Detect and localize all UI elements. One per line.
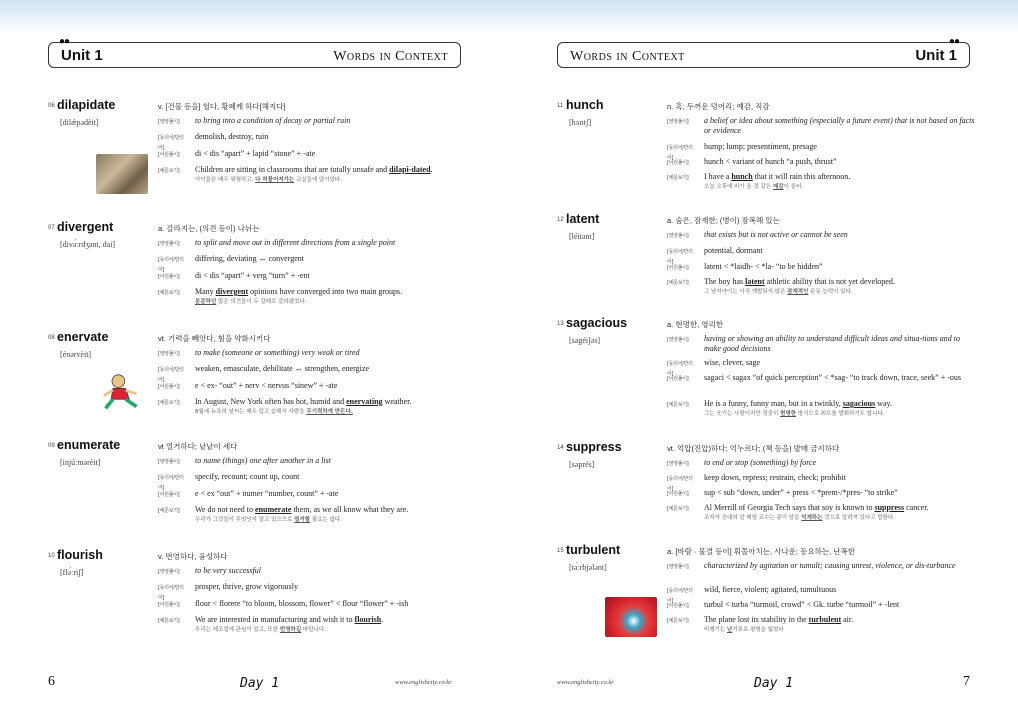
synonyms: hump; lump; presentiment, presage xyxy=(704,142,817,151)
entry-number: 13 xyxy=(557,321,564,327)
pronunciation: [flə́ːriʃ] xyxy=(60,568,84,577)
entry-number: 12 xyxy=(557,217,564,223)
example-label: [예문보기] xyxy=(667,175,689,181)
definition-label: [영영풀이] xyxy=(158,241,180,247)
etymology: sup < sub “down, under” + press < *prem-/*pres- “to strike” xyxy=(704,488,898,497)
etymology: di < dis “apart” + lapid “stone” + -ate xyxy=(195,149,316,158)
entry-number: 06 xyxy=(48,103,55,109)
entry-number: 14 xyxy=(557,445,564,451)
headword: divergent xyxy=(57,220,114,234)
example-translation: 비행기는 난기류로 평형을 잃었다 xyxy=(704,627,784,633)
example: He is a funny, funny man, but in a twinkly, sagacious way. 그는 웃기는 사람이지만 정중히 현명한 방식으로 위트를 발휘하기도 합니다. xyxy=(704,399,977,418)
definition-label: [영영풀이] xyxy=(667,119,689,125)
entry-enervate xyxy=(48,330,468,415)
part-of-speech-meaning: a. 현명한, 영리한 xyxy=(667,320,723,329)
etymology-label: [어원풀이] xyxy=(667,160,689,166)
synonyms: potential, dormant xyxy=(704,246,763,255)
definition: that exists but is not active or cannot be seen xyxy=(704,230,848,239)
day-label: Day 1 xyxy=(754,676,794,691)
pronunciation: [hʌntʃ] xyxy=(569,118,592,127)
entry-latent xyxy=(557,212,977,295)
page-number: 6 xyxy=(48,674,55,689)
synonyms-label: [동의어/반의어] xyxy=(158,257,184,273)
pronunciation: [énərvèit] xyxy=(60,350,92,359)
example-label: [예문보기] xyxy=(158,168,180,174)
synonyms: wild, fierce, violent; agitated, tumultuous xyxy=(704,585,837,594)
definition: having or showing an ability to understand difficult ideas and situa-tions and to make good decisions xyxy=(704,334,960,353)
definition: to make (someone or something) very weak or tired xyxy=(195,348,360,357)
section-title: Words in Context xyxy=(570,49,685,64)
synonyms-label: [동의어/반의어] xyxy=(667,249,693,265)
left-page-header xyxy=(48,36,461,68)
pronunciation: [səgéiʃəs] xyxy=(569,336,601,345)
part-of-speech-meaning: a. [바람 · 물결 등이] 휘몰아치는, 사나운; 동요하는, 난폭한 xyxy=(667,547,855,556)
entry-divergent xyxy=(48,220,468,305)
synonyms: weaken, emasculate, debilitate ↔ strengthen, energize xyxy=(195,364,369,373)
storm-swirl-image xyxy=(605,597,657,637)
top-band xyxy=(509,0,1018,34)
etymology-label: [어원풀이] xyxy=(158,274,180,280)
right-page xyxy=(509,0,1018,720)
pronunciation: [tə́ːrbjələnt] xyxy=(569,563,607,572)
definition-label: [영영풀이] xyxy=(667,233,689,239)
synonyms-label: [동의어/반의어] xyxy=(158,135,184,151)
synonyms-label: [동의어/반의어] xyxy=(667,361,693,377)
header-dots-icon: ●● xyxy=(59,36,70,47)
headword: suppress xyxy=(566,440,622,454)
entry-number: 07 xyxy=(48,225,55,231)
example-translation: 그는 웃기는 사람이지만 정중히 현명한 방식으로 위트를 발휘하기도 합니다. xyxy=(704,411,885,417)
etymology-label: [어원풀이] xyxy=(158,384,180,390)
example-translation: 오늘 오후에 비가 올 것 같은 예감이 들어. xyxy=(704,184,804,190)
part-of-speech-meaning: v. 번영하다, 융성하다 xyxy=(158,552,228,561)
entry-hunch xyxy=(557,98,977,190)
etymology-label: [어원풀이] xyxy=(667,603,689,609)
part-of-speech-meaning: a. 숨은, 잠재한; (병이) 잠복해 있는 xyxy=(667,216,780,225)
example-translation: 우리가 그것들이 무엇인지 알고 있으므로 열거할 필요는 없다. xyxy=(195,517,342,523)
example: Many divergent opinions have converged into two main groups. 분분하던 많은 의견들이 두 갈래로 갈라졌었다. xyxy=(195,287,468,306)
etymology-label: [어원풀이] xyxy=(158,492,180,498)
pronunciation: [səprés] xyxy=(569,460,595,469)
definition-label: [영영풀이] xyxy=(667,461,689,467)
entry-dilapidate xyxy=(48,98,468,183)
synonyms-label: [동의어/반의어] xyxy=(667,588,693,604)
entry-sagacious xyxy=(557,316,977,417)
definition-label: [영영풀이] xyxy=(667,564,689,570)
synonyms: demolish, destroy, ruin xyxy=(195,132,269,141)
example-label: [예문보기] xyxy=(158,618,180,624)
example-translation: 조지아 공대의 알 메릴 교수는 콩이 암을 억제하는 것으로 알려져 있다고 말한다. xyxy=(704,515,896,521)
website-url: www.englishcity.co.kr xyxy=(395,679,452,686)
entry-number: 11 xyxy=(557,103,564,109)
left-footer xyxy=(0,674,509,694)
synonyms: wise, clever, sage xyxy=(704,358,761,367)
synonyms-label: [동의어/반의어] xyxy=(158,475,184,491)
headword: enumerate xyxy=(57,438,121,452)
headword: turbulent xyxy=(566,543,621,557)
pronunciation: [divə́ːrdʒənt, dai] xyxy=(60,240,116,249)
definition: characterized by agitation or tumult; causing unrest, violence, or dis-turbance xyxy=(704,561,956,570)
example: Al Merrill of Georgia Tech says that soy is known to suppress cancer. 조지아 공대의 알 메릴 교수는 콩이 암을 억제하는 것으로 알려져 있다고 말한다. xyxy=(704,503,977,522)
etymology-label: [어원풀이] xyxy=(667,491,689,497)
synonyms: prosper, thrive, grow vigorously xyxy=(195,582,298,591)
example-translation: 아이들은 매우 위험하고, 다 허물어져가는 교실들에 앉아있다. xyxy=(195,177,342,183)
definition-label: [영영풀이] xyxy=(158,459,180,465)
example-translation: 우리는 제조업에 관심이 있고, 또한 번영하길 바랍니다. xyxy=(195,627,326,633)
synonyms-label: [동의어/반의어] xyxy=(158,585,184,601)
example-translation: 분분하던 많은 의견들이 두 갈래로 갈라졌었다. xyxy=(195,299,307,305)
example-label: [예문보기] xyxy=(667,506,689,512)
example-label: [예문보기] xyxy=(667,280,689,286)
entry-suppress xyxy=(557,440,977,521)
definition-label: [영영풀이] xyxy=(158,569,180,575)
right-page-header xyxy=(557,36,970,68)
unit-label: Unit 1 xyxy=(915,47,957,64)
unit-label: Unit 1 xyxy=(61,47,103,64)
headword: hunch xyxy=(566,98,604,112)
example-label: [예문보기] xyxy=(158,290,180,296)
entry-number: 08 xyxy=(48,335,55,341)
example-translation: 8월에 뉴욕의 날씨는 매우 덥고 습해서 사람을 무기력하게 만든다. xyxy=(195,409,353,415)
example-label: [예문보기] xyxy=(667,402,689,408)
example-label: [예문보기] xyxy=(667,618,689,624)
synonyms: specify, recount; count up, count xyxy=(195,472,300,481)
etymology: e < ex- “out” + nerv < nervus “sinew” + -ate xyxy=(195,381,338,390)
right-footer xyxy=(509,674,1018,694)
example: Children are sitting in classrooms that are totally unsafe and dilapi-dated. 아이들은 매우 위험하고, 다 허물어져가는 교실들에 앉아있다. xyxy=(195,165,468,184)
definition-label: [영영풀이] xyxy=(158,351,180,357)
headword: flourish xyxy=(57,548,103,562)
definition-label: [영영풀이] xyxy=(667,337,689,343)
entry-flourish xyxy=(48,548,468,633)
ruined-building-photo xyxy=(96,154,148,194)
headword: enervate xyxy=(57,330,109,344)
etymology: hunch < variant of hunch “a push, thrust” xyxy=(704,157,837,166)
part-of-speech-meaning: vt. 기력을 빼앗다, 힘을 약화시키다 xyxy=(158,334,271,343)
etymology: turbul < turba “turmoil, crowd” < Gk. turbe “turmoil” + -lent xyxy=(704,600,900,609)
example: The boy has latent athletic ability that is not yet developed. 그 남자아이는 아직 계발되지 않은 잠재적인 운동 능력이 있다. xyxy=(704,277,977,296)
definition: to bring into a condition of decay or partial ruin xyxy=(195,116,351,125)
etymology-label: [어원풀이] xyxy=(158,602,180,608)
example-label: [예문보기] xyxy=(158,400,180,406)
section-title: Words in Context xyxy=(333,49,448,64)
entry-number: 09 xyxy=(48,443,55,449)
definition: to name (things) one after another in a list xyxy=(195,456,331,465)
etymology-label: [어원풀이] xyxy=(158,152,180,158)
definition-label: [영영풀이] xyxy=(158,119,180,125)
etymology: flour < florere “to bloom, blossom, flower” < flour “flower” + -ish xyxy=(195,599,409,608)
entry-turbulent xyxy=(557,543,977,633)
example: We do not need to enumerate them, as we all know what they are. 우리가 그것들이 무엇인지 알고 있으므로 열거할 필요는 없다. xyxy=(195,505,468,524)
headword: latent xyxy=(566,212,600,226)
example: The plane lost its stability in the turbulent air. 비행기는 난기류로 평형을 잃었다 xyxy=(704,615,977,634)
example-translation: 그 남자아이는 아직 계발되지 않은 잠재적인 운동 능력이 있다. xyxy=(704,289,853,295)
headword: dilapidate xyxy=(57,98,116,112)
entry-number: 15 xyxy=(557,548,564,554)
definition: to be very successful xyxy=(195,566,261,575)
example: In August, New York often has hot, humid and enervating weather. 8월에 뉴욕의 날씨는 매우 덥고 습해서 사람을 무기력하게 만든다. xyxy=(195,397,468,416)
tired-runner-cartoon xyxy=(96,372,148,412)
synonyms-label: [동의어/반의어] xyxy=(667,145,693,161)
day-label: Day 1 xyxy=(240,676,280,691)
example: We are interested in manufacturing and wish it to flourish. 우리는 제조업에 관심이 있고, 또한 번영하길 바랍니다. xyxy=(195,615,468,634)
definition: to end or stop (something) by force xyxy=(704,458,817,467)
entry-enumerate xyxy=(48,438,468,523)
part-of-speech-meaning: v. [건물 등을] 헐다, 황폐케 하다[해지다] xyxy=(158,102,286,111)
pronunciation: [léitənt] xyxy=(569,232,595,241)
part-of-speech-meaning: a. 갈라지는, (의견 등이) 나뉘는 xyxy=(158,224,260,233)
website-url: www.englishcity.co.kr xyxy=(557,679,614,686)
pronunciation: [dilǽpədèit] xyxy=(60,118,99,127)
synonyms-label: [동의어/반의어] xyxy=(158,367,184,383)
headword: sagacious xyxy=(566,316,628,330)
top-band xyxy=(0,0,509,34)
etymology: e < ex “out” + numer “number, count” + -ate xyxy=(195,489,339,498)
synonyms-label: [동의어/반의어] xyxy=(667,476,693,492)
example: I have a hunch that it will rain this afternoon. 오늘 오후에 비가 올 것 같은 예감이 들어. xyxy=(704,172,977,191)
definition: to split and move out in different directions from a single point xyxy=(195,238,396,247)
example-label: [예문보기] xyxy=(158,508,180,514)
header-dots-icon: ●● xyxy=(948,36,959,47)
page-number: 7 xyxy=(963,674,970,689)
definition: a belief or idea about something (especially a future event) that is not based on facts or evidence xyxy=(704,116,975,135)
pronunciation: [injúːmərèit] xyxy=(60,458,101,467)
etymology-label: [어원풀이] xyxy=(667,265,689,271)
part-of-speech-meaning: n. 혹; 두꺼운 덩어리; 예감, 직감 xyxy=(667,102,770,111)
synonyms: differing, deviating ↔ convergent xyxy=(195,254,305,263)
part-of-speech-meaning: vt 열거하다; 낱낱이 세다 xyxy=(158,442,238,451)
etymology: di < dis “apart” + verg “turn” + -ent xyxy=(195,271,310,280)
synonyms: keep down, repress; restrain, check; prohibit xyxy=(704,473,846,482)
etymology-label: [어원풀이] xyxy=(667,376,689,382)
entry-number: 10 xyxy=(48,553,55,559)
etymology: sagaci < sagax “of quick perception” < *sag- “to track down, trace, seek” + -ous xyxy=(704,373,961,382)
etymology: latent < *laidh- < *la- “to be hidden” xyxy=(704,262,823,271)
part-of-speech-meaning: vt. 억압(진압)하다; 억누르다; (책 등을) 발매 금지하다 xyxy=(667,444,840,453)
